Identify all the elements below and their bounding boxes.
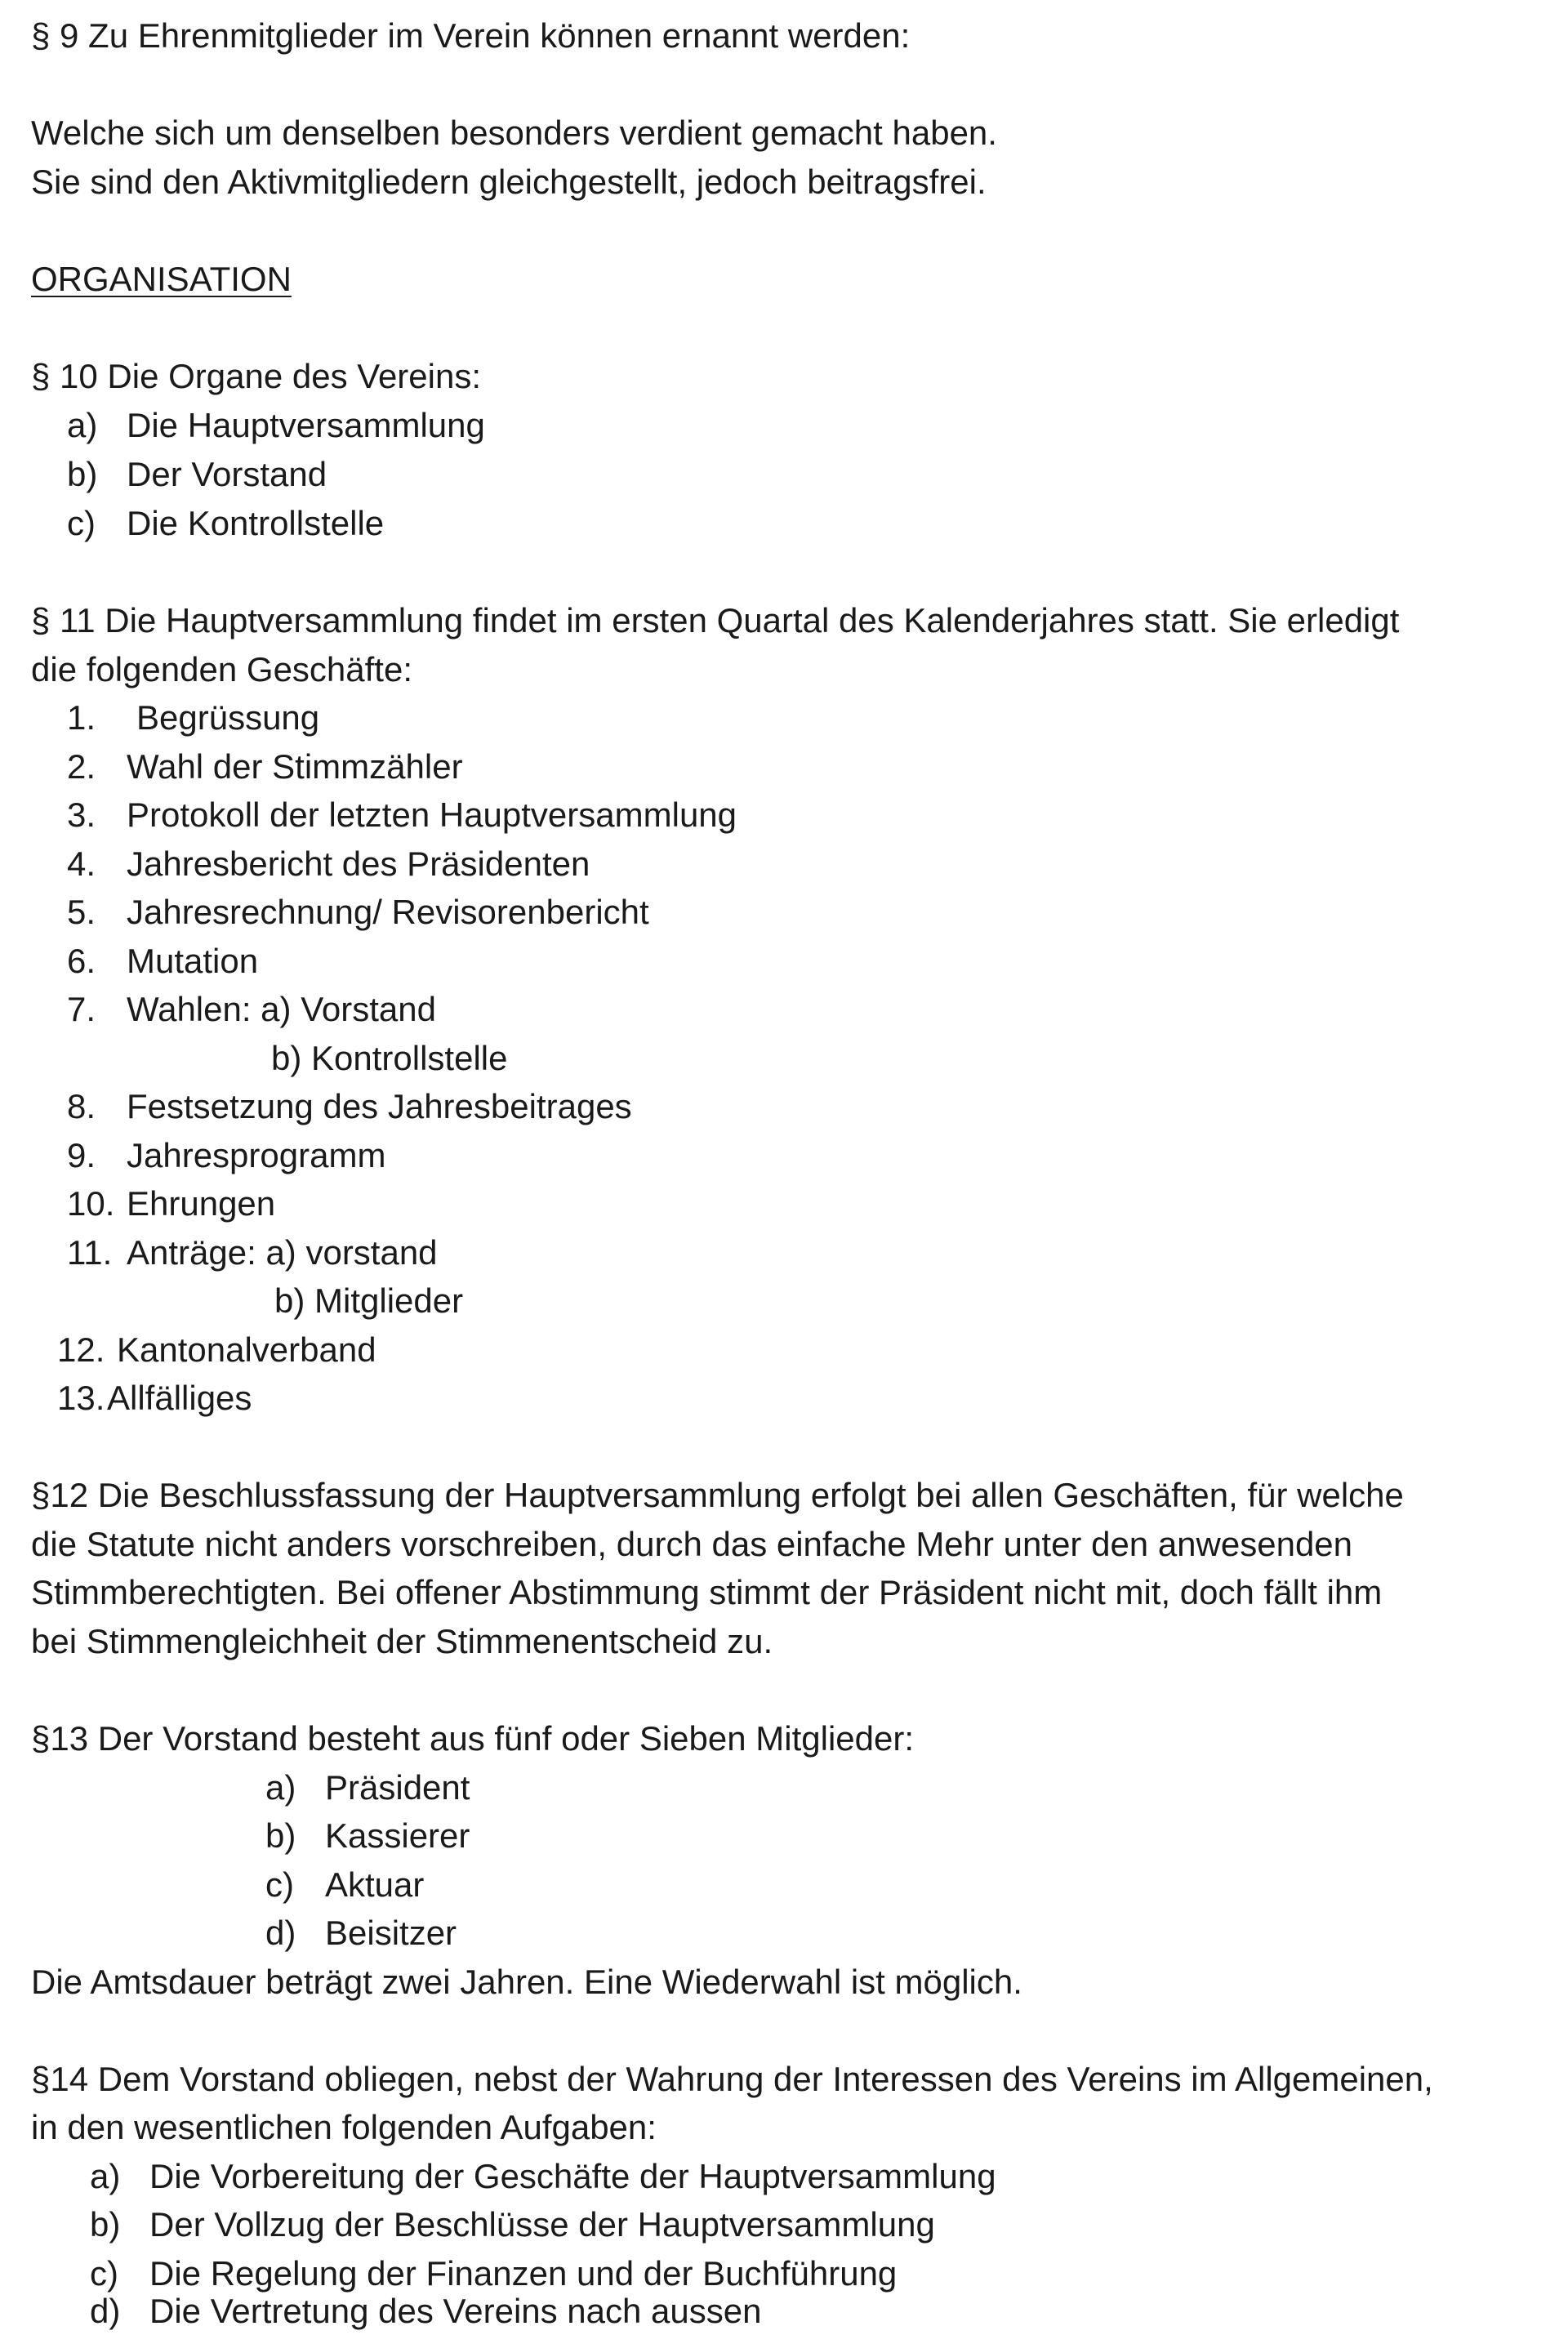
- sec9-heading: § 9 Zu Ehrenmitglieder im Verein können ernannt werden:: [31, 16, 911, 55]
- list-text: Die Vertretung des Vereins nach aussen: [149, 2292, 762, 2330]
- sec11-item: [0, 840, 1568, 888]
- sec11-subitem: [0, 1277, 1568, 1325]
- list-text: Die Hauptversammlung: [127, 406, 485, 444]
- list-text: Begrüssung: [136, 698, 320, 737]
- list-marker: c): [90, 2254, 118, 2293]
- sec13-heading: §13 Der Vorstand besteht aus fünf oder Sieben Mitglieder:: [31, 1719, 915, 1758]
- list-text: b) Kontrollstelle: [271, 1039, 508, 1077]
- sec14-line-2: in den wesentlichen folgenden Aufgaben:: [31, 2108, 657, 2146]
- sec13-item: [0, 1909, 1568, 1957]
- list-text: Die Kontrollstelle: [127, 504, 385, 542]
- list-text: Die Regelung der Finanzen und der Buchführung: [149, 2254, 898, 2293]
- list-marker: a): [90, 2157, 121, 2195]
- list-marker: 2.: [67, 747, 96, 786]
- sec13-item: [0, 1811, 1568, 1860]
- sec11-item: [0, 693, 1568, 742]
- sec11-item: [0, 985, 1568, 1033]
- list-marker: b): [67, 455, 98, 493]
- list-text: Die Vorbereitung der Geschäfte der Hauptversammlung: [149, 2157, 996, 2195]
- sec14-item: [0, 2200, 1568, 2248]
- list-text: Protokoll der letzten Hauptversammlung: [127, 795, 737, 834]
- sec12-line-4: bei Stimmengleichheit der Stimmenentscheid zu.: [31, 1622, 773, 1660]
- list-marker: 10.: [67, 1184, 115, 1223]
- list-text: Wahlen: a) Vorstand: [127, 990, 436, 1028]
- list-marker: c): [67, 504, 96, 542]
- sec11-line-1: § 11 Die Hauptversammlung findet im ersten Quartal des Kalenderjahres statt. Sie erledigt: [31, 601, 1400, 639]
- list-marker: b): [90, 2205, 121, 2244]
- list-marker: 11.: [67, 1233, 113, 1272]
- list-text: Kassierer: [325, 1816, 470, 1855]
- list-text: Aktuar: [325, 1865, 425, 1904]
- sec10-heading: § 10 Die Organe des Vereins:: [31, 357, 482, 395]
- list-text: b) Mitglieder: [274, 1281, 464, 1320]
- list-marker: a): [67, 406, 98, 444]
- list-text: Der Vorstand: [127, 455, 327, 493]
- sec11-item: [0, 1179, 1568, 1228]
- sec9-line-1: Welche sich um denselben besonders verdient gemacht haben.: [31, 114, 997, 152]
- list-marker: c): [265, 1865, 294, 1904]
- sec13-item: [0, 1763, 1568, 1811]
- list-text: Jahresbericht des Präsidenten: [127, 844, 590, 883]
- list-marker: 4.: [67, 844, 96, 883]
- sec14-item: [0, 2152, 1568, 2200]
- sec11-item: [0, 937, 1568, 985]
- sec11-item: [0, 791, 1568, 839]
- sec14-line-1: §14 Dem Vorstand obliegen, nebst der Wahrung der Interessen des Vereins im Allgemeinen,: [31, 2060, 1433, 2098]
- list-marker: a): [265, 1768, 296, 1807]
- sec13-item: [0, 1860, 1568, 1909]
- sec11-subitem: [0, 1034, 1568, 1082]
- list-text: Wahl der Stimmzähler: [127, 747, 463, 786]
- list-marker: 9.: [67, 1136, 96, 1174]
- list-marker: d): [90, 2292, 121, 2330]
- sec11-item: [0, 1228, 1568, 1277]
- list-text: Kantonalverband: [117, 1330, 376, 1369]
- list-text: Präsident: [325, 1768, 470, 1807]
- list-marker: b): [265, 1816, 296, 1855]
- list-marker: 12.: [57, 1330, 105, 1369]
- list-marker: 13.: [57, 1379, 105, 1417]
- list-text: Jahresprogramm: [127, 1136, 386, 1174]
- sec12-line-2: die Statute nicht anders vorschreiben, durch das einfache Mehr unter den anwesenden: [31, 1525, 1353, 1563]
- organisation-heading: ORGANISATION: [31, 260, 292, 298]
- sec12-line-3: Stimmberechtigten. Bei offener Abstimmung stimmt der Präsident nicht mit, doch fällt ihm: [31, 1573, 1383, 1611]
- sec12-line-1: §12 Die Beschlussfassung der Hauptversammlung erfolgt bei allen Geschäften, für welche: [31, 1476, 1404, 1514]
- list-marker: 1.: [67, 698, 96, 737]
- sec11-item: [0, 1374, 1568, 1422]
- list-text: Mutation: [127, 942, 259, 980]
- list-text: Ehrungen: [127, 1184, 276, 1223]
- list-text: Der Vollzug der Beschlüsse der Hauptversammlung: [149, 2205, 935, 2244]
- sec11-item: [0, 1326, 1568, 1374]
- list-marker: d): [265, 1914, 296, 1952]
- sec11-line-2: die folgenden Geschäfte:: [31, 650, 413, 688]
- sec11-item: [0, 742, 1568, 791]
- list-marker: 7.: [67, 990, 96, 1028]
- list-marker: 6.: [67, 942, 96, 980]
- sec9-line-2: Sie sind den Aktivmitgliedern gleichgestellt, jedoch beitragsfrei.: [31, 163, 987, 201]
- list-text: Beisitzer: [325, 1914, 457, 1952]
- list-text: Anträge: a) vorstand: [127, 1233, 438, 1272]
- sec14-item: [0, 2287, 1568, 2335]
- sec11-item: [0, 1082, 1568, 1130]
- list-marker: 8.: [67, 1087, 96, 1125]
- sec11-item: [0, 888, 1568, 936]
- sec10-item: [0, 401, 1568, 449]
- list-text: Allfälliges: [107, 1379, 252, 1417]
- list-marker: 3.: [67, 795, 96, 834]
- sec10-item: [0, 450, 1568, 498]
- list-text: Jahresrechnung/ Revisorenbericht: [127, 893, 649, 931]
- sec11-item: [0, 1131, 1568, 1179]
- sec13-footer: Die Amtsdauer beträgt zwei Jahren. Eine Wiederwahl ist möglich.: [31, 1963, 1022, 2001]
- sec10-item: [0, 499, 1568, 547]
- list-marker: 5.: [67, 893, 96, 931]
- list-text: Festsetzung des Jahresbeitrages: [127, 1087, 632, 1125]
